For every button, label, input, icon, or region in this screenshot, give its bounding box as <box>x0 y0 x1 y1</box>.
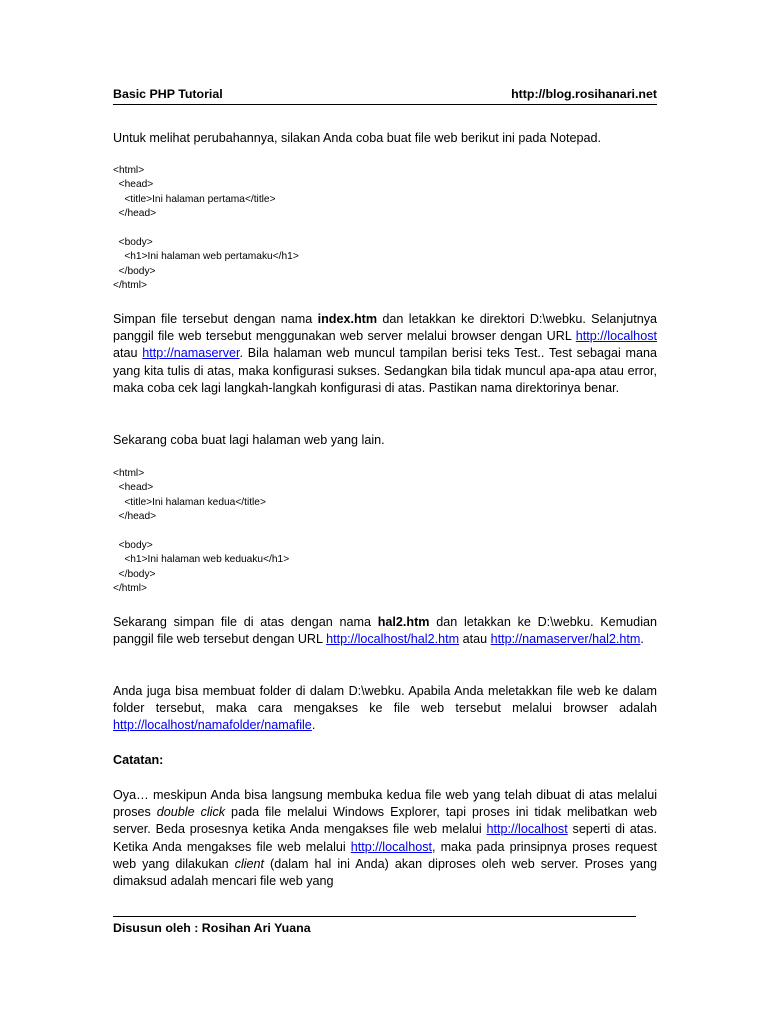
paragraph-folder <box>113 683 657 735</box>
paragraph-another-page: Sekarang coba buat lagi halaman web yang lain. <box>113 433 385 447</box>
link-localhost-notes-1[interactable]: http://localhost <box>486 822 568 837</box>
filename-index: index.htm <box>317 312 378 326</box>
page-header <box>113 86 657 105</box>
link-namaserver-hal2[interactable]: http://namaserver/hal2.htm <box>490 632 641 647</box>
link-localhost-namafolder[interactable]: http://localhost/namafolder/namafile <box>113 718 312 733</box>
italic-term: client <box>234 856 265 871</box>
text: (dalam hal ini Anda) akan diproses oleh web server. Proses yang dimaksud adalah mencari file web yang <box>113 856 658 889</box>
link-localhost-hal2[interactable]: http://localhost/hal2.htm <box>326 632 460 647</box>
text: . <box>640 632 644 647</box>
text: atau <box>113 346 143 361</box>
link-localhost[interactable]: http://localhost <box>575 329 657 344</box>
document-page <box>113 86 657 946</box>
text: atau <box>459 632 491 647</box>
notes-heading: Catatan: <box>113 753 164 767</box>
intro-paragraph: Untuk melihat perubahannya, silakan Anda coba buat file web berikut ini pada Notepad. <box>113 131 601 145</box>
link-namaserver[interactable]: http://namaserver <box>142 346 240 361</box>
text: . Bila halaman web muncul tampilan berisi teks Test.. Test sebagai mana yang kita tulis di atas, maka konfigurasi sukses. Sedangkan bila tidak muncul apa-apa atau error, maka coba cek lagi langkah-langkah konfigurasi di atas. Pastikan nama direktorinya benar. <box>113 346 657 395</box>
italic-term: double click <box>156 805 226 820</box>
header-url: http://blog.rosihanari.net <box>511 87 657 101</box>
footer-author: Disusun oleh : Rosihan Ari Yuana <box>113 921 311 935</box>
paragraph-save-hal2 <box>113 614 657 648</box>
footer-divider <box>113 916 636 917</box>
text: . <box>311 718 316 733</box>
paragraph-notes <box>113 787 657 890</box>
link-localhost-notes-2[interactable]: http://localhost <box>350 839 433 854</box>
text: dan letakkan ke D:\webku. Kemudian panggil file web tersebut dengan URL <box>113 615 657 647</box>
text: pada file melalui Windows Explorer, tapi proses ini tidak melibatkan web server. Beda prosesnya ketika Anda mengakses file web melalui <box>113 805 657 837</box>
text: seperti di atas. Ketika Anda mengakses file web melalui <box>113 822 657 854</box>
text: Oya… meskipun Anda bisa langsung membuka kedua file web yang telah dibuat di atas melalui proses <box>113 788 657 820</box>
filename-hal2: hal2.htm <box>377 615 430 629</box>
paragraph-save-index <box>113 311 657 397</box>
text: Simpan file tersebut dengan nama <box>113 312 318 326</box>
code-block-second: <html> <head> <title>Ini halaman kedua</title> </head> <body> <h1>Ini halaman web keduaku</h1> </body> </html> <box>113 468 290 595</box>
text: Anda juga bisa membuat folder di dalam D:\webku. Apabila Anda meletakkan file web ke dalam folder tersebut, maka cara mengakses ke file web tersebut melalui browser adalah <box>113 684 657 716</box>
header-title: Basic PHP Tutorial <box>113 87 223 101</box>
code-block-first: <html> <head> <title>Ini halaman pertama</title> </head> <body> <h1>Ini halaman web pertamaku</h1> </body> </html> <box>113 165 299 292</box>
text: , maka pada prinsipnya proses request web yang dilakukan <box>113 839 658 871</box>
text: Sekarang simpan file di atas dengan nama <box>113 615 378 629</box>
text: dan letakkan ke direktori D:\webku. Selanjutnya panggil file web tersebut menggunakan web server melalui browser dengan URL <box>113 312 657 344</box>
